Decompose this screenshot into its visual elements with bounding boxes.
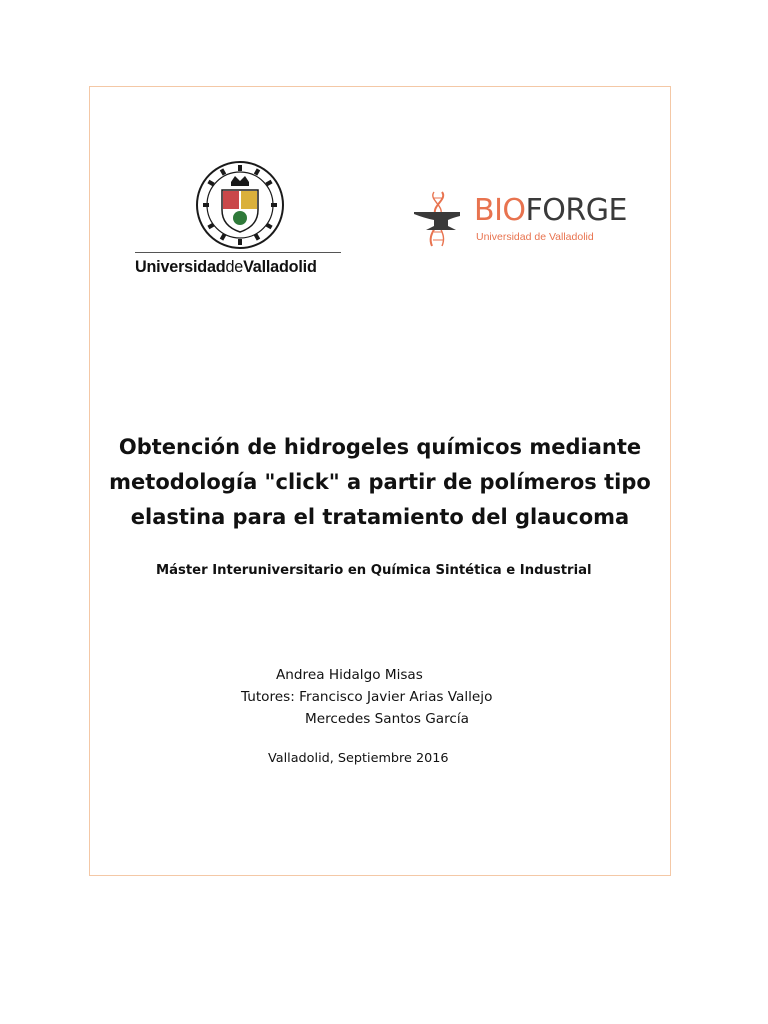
program-name: Máster Interuniversitario en Química Sintética e Industrial [156, 563, 592, 578]
tutor-2-name: Mercedes Santos García [305, 711, 469, 727]
uva-name-part-1: Universidad [135, 258, 226, 276]
thesis-title-line-2: metodología "click" a partir de polímeros tipo [109, 470, 651, 494]
author-name: Andrea Hidalgo Misas [276, 667, 423, 683]
thesis-title-line-3: elastina para el tratamiento del glaucoma [130, 505, 630, 529]
bioforge-wordmark [474, 193, 627, 228]
bioforge-logo [412, 184, 642, 254]
uva-name-part-2: de [225, 258, 244, 276]
anvil-dna-icon [412, 188, 470, 250]
tutor-1-name: Francisco Javier Arias Vallejo [299, 689, 493, 705]
uva-name-part-3: Valladolid [243, 258, 317, 276]
thesis-title [100, 430, 660, 535]
bioforge-word-bio: BIO [474, 193, 526, 228]
tutors-line [241, 689, 492, 705]
uva-divider [135, 252, 341, 253]
uva-logo [135, 160, 345, 285]
bioforge-subtitle: Universidad de Valladolid [476, 231, 594, 243]
uva-wordmark [135, 258, 317, 277]
place-date: Valladolid, Septiembre 2016 [268, 751, 449, 766]
thesis-title-line-1: Obtención de hidrogeles químicos mediante [118, 435, 642, 459]
bioforge-word-forge: FORGE [525, 193, 627, 228]
tutors-label: Tutores: [241, 689, 295, 705]
university-seal-icon [195, 160, 285, 250]
